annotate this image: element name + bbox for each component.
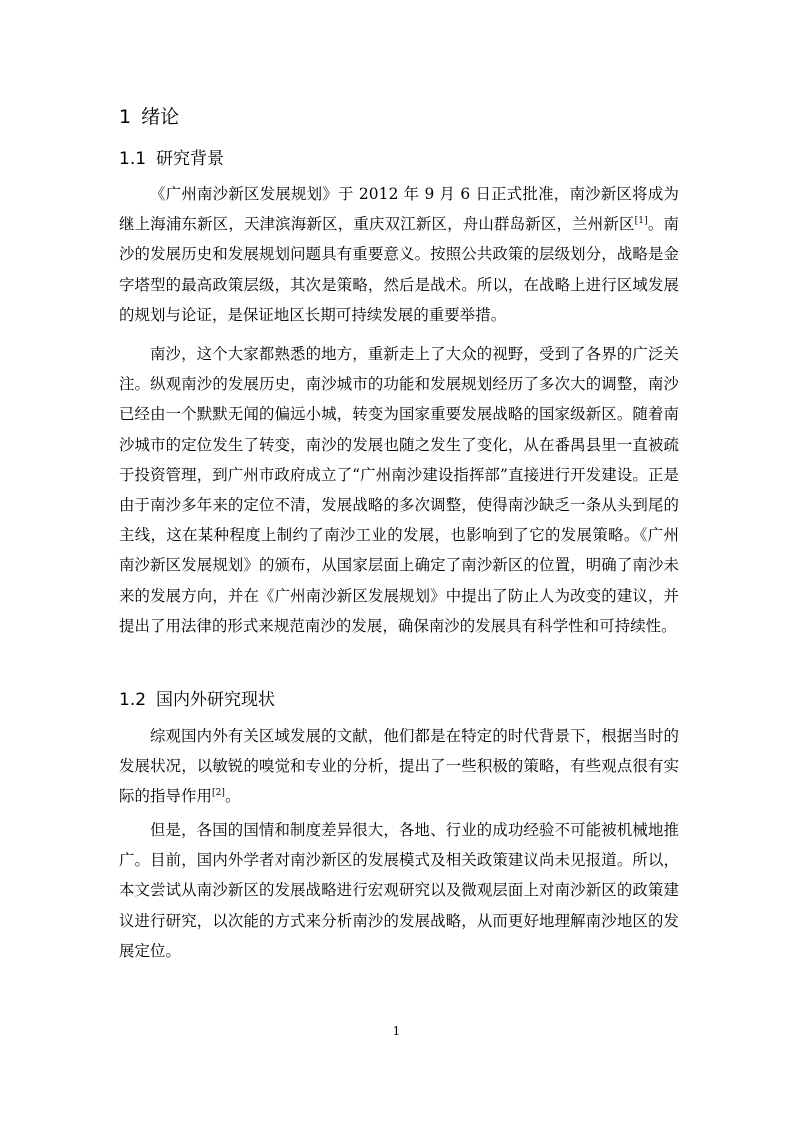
chapter-number: 1 [119, 106, 132, 128]
section-number: 1.2 [119, 690, 147, 710]
paragraph-text: 《广州南沙新区发展规划》于 2012 年 9 月 6 日正式批准，南沙新区将成为继上海浦东新区，天津滨海新区，重庆双江新区，舟山群岛新区，兰州新区 [119, 185, 679, 234]
section-heading-1-1 [119, 147, 224, 171]
chapter-heading [119, 104, 179, 130]
paragraph-text-tail: 。南沙的发展历史和发展规划问题具有重要意义。按照公共政策的层级划分，战略是金字塔型的最高政策层级，其次是策略，然后是战术。所以，在战略上进行区域发展的规划与论证，是保证地区长期可持续发展的重要举措。 [119, 215, 679, 324]
paragraph-background-2 [119, 339, 679, 641]
paragraph-text: 但是，各国的国情和制度差异很大，各地、行业的成功经验不可能被机械地推广。目前，国内外学者对南沙新区的发展模式及相关政策建议尚未见报道。所以，本文尝试从南沙新区的发展战略进行宏观研究以及微观层面上对南沙新区的政策建议进行研究，以次能的方式来分析南沙的发展战略，从而更好地理解南沙地区的发展定位。 [119, 821, 679, 960]
section-number: 1.1 [119, 149, 147, 169]
section-heading-1-2 [119, 688, 275, 712]
paragraph-status-1 [119, 721, 679, 812]
paragraph-background-1 [119, 179, 679, 330]
page-number: 1 [392, 1024, 401, 1038]
paragraph-text: 综观国内外有关区域发展的文献，他们都是在特定的时代背景下，根据当时的发展状况，以敏锐的嗅觉和专业的分析，提出了一些积极的策略，有些观点很有实际的指导作用 [119, 727, 679, 806]
paragraph-status-2 [119, 815, 679, 966]
paragraph-text-tail: 。 [225, 787, 241, 806]
citation-ref-1: [1] [634, 216, 648, 227]
paragraph-text: 南沙，这个大家都熟悉的地方，重新走上了大众的视野，受到了各界的广泛关注。纵观南沙的发展历史，南沙城市的功能和发展规划经历了多次大的调整，南沙已经由一个默默无闻的偏远小城，转变为国家重要发展战略的国家级新区。随着南沙城市的定位发生了转变，南沙的发展也随之发生了变化，从在番禺县里一直被疏于投资管理，到广州市政府成立了“广州南沙建设指挥部”直接进行开发建设。正是由于南沙多年来的定位不清，发展战略的多次调整，使得南沙缺乏一条从头到尾的主线，这在某种程度上制约了南沙工业的发展，也影响到了它的发展策略。《广州南沙新区发展规划》的颁布，从国家层面上确定了南沙新区的位置，明确了南沙未来的发展方向，并在《广州南沙新区发展规划》中提出了防止人为改变的建议，并提出了用法律的形式来规范南沙的发展，确保南沙的发展具有科学性和可持续性。 [119, 345, 679, 635]
citation-ref-2: [2] [211, 788, 226, 799]
chapter-title: 绪论 [141, 106, 180, 128]
section-title: 国内外研究现状 [156, 690, 276, 710]
section-title: 研究背景 [156, 149, 225, 169]
